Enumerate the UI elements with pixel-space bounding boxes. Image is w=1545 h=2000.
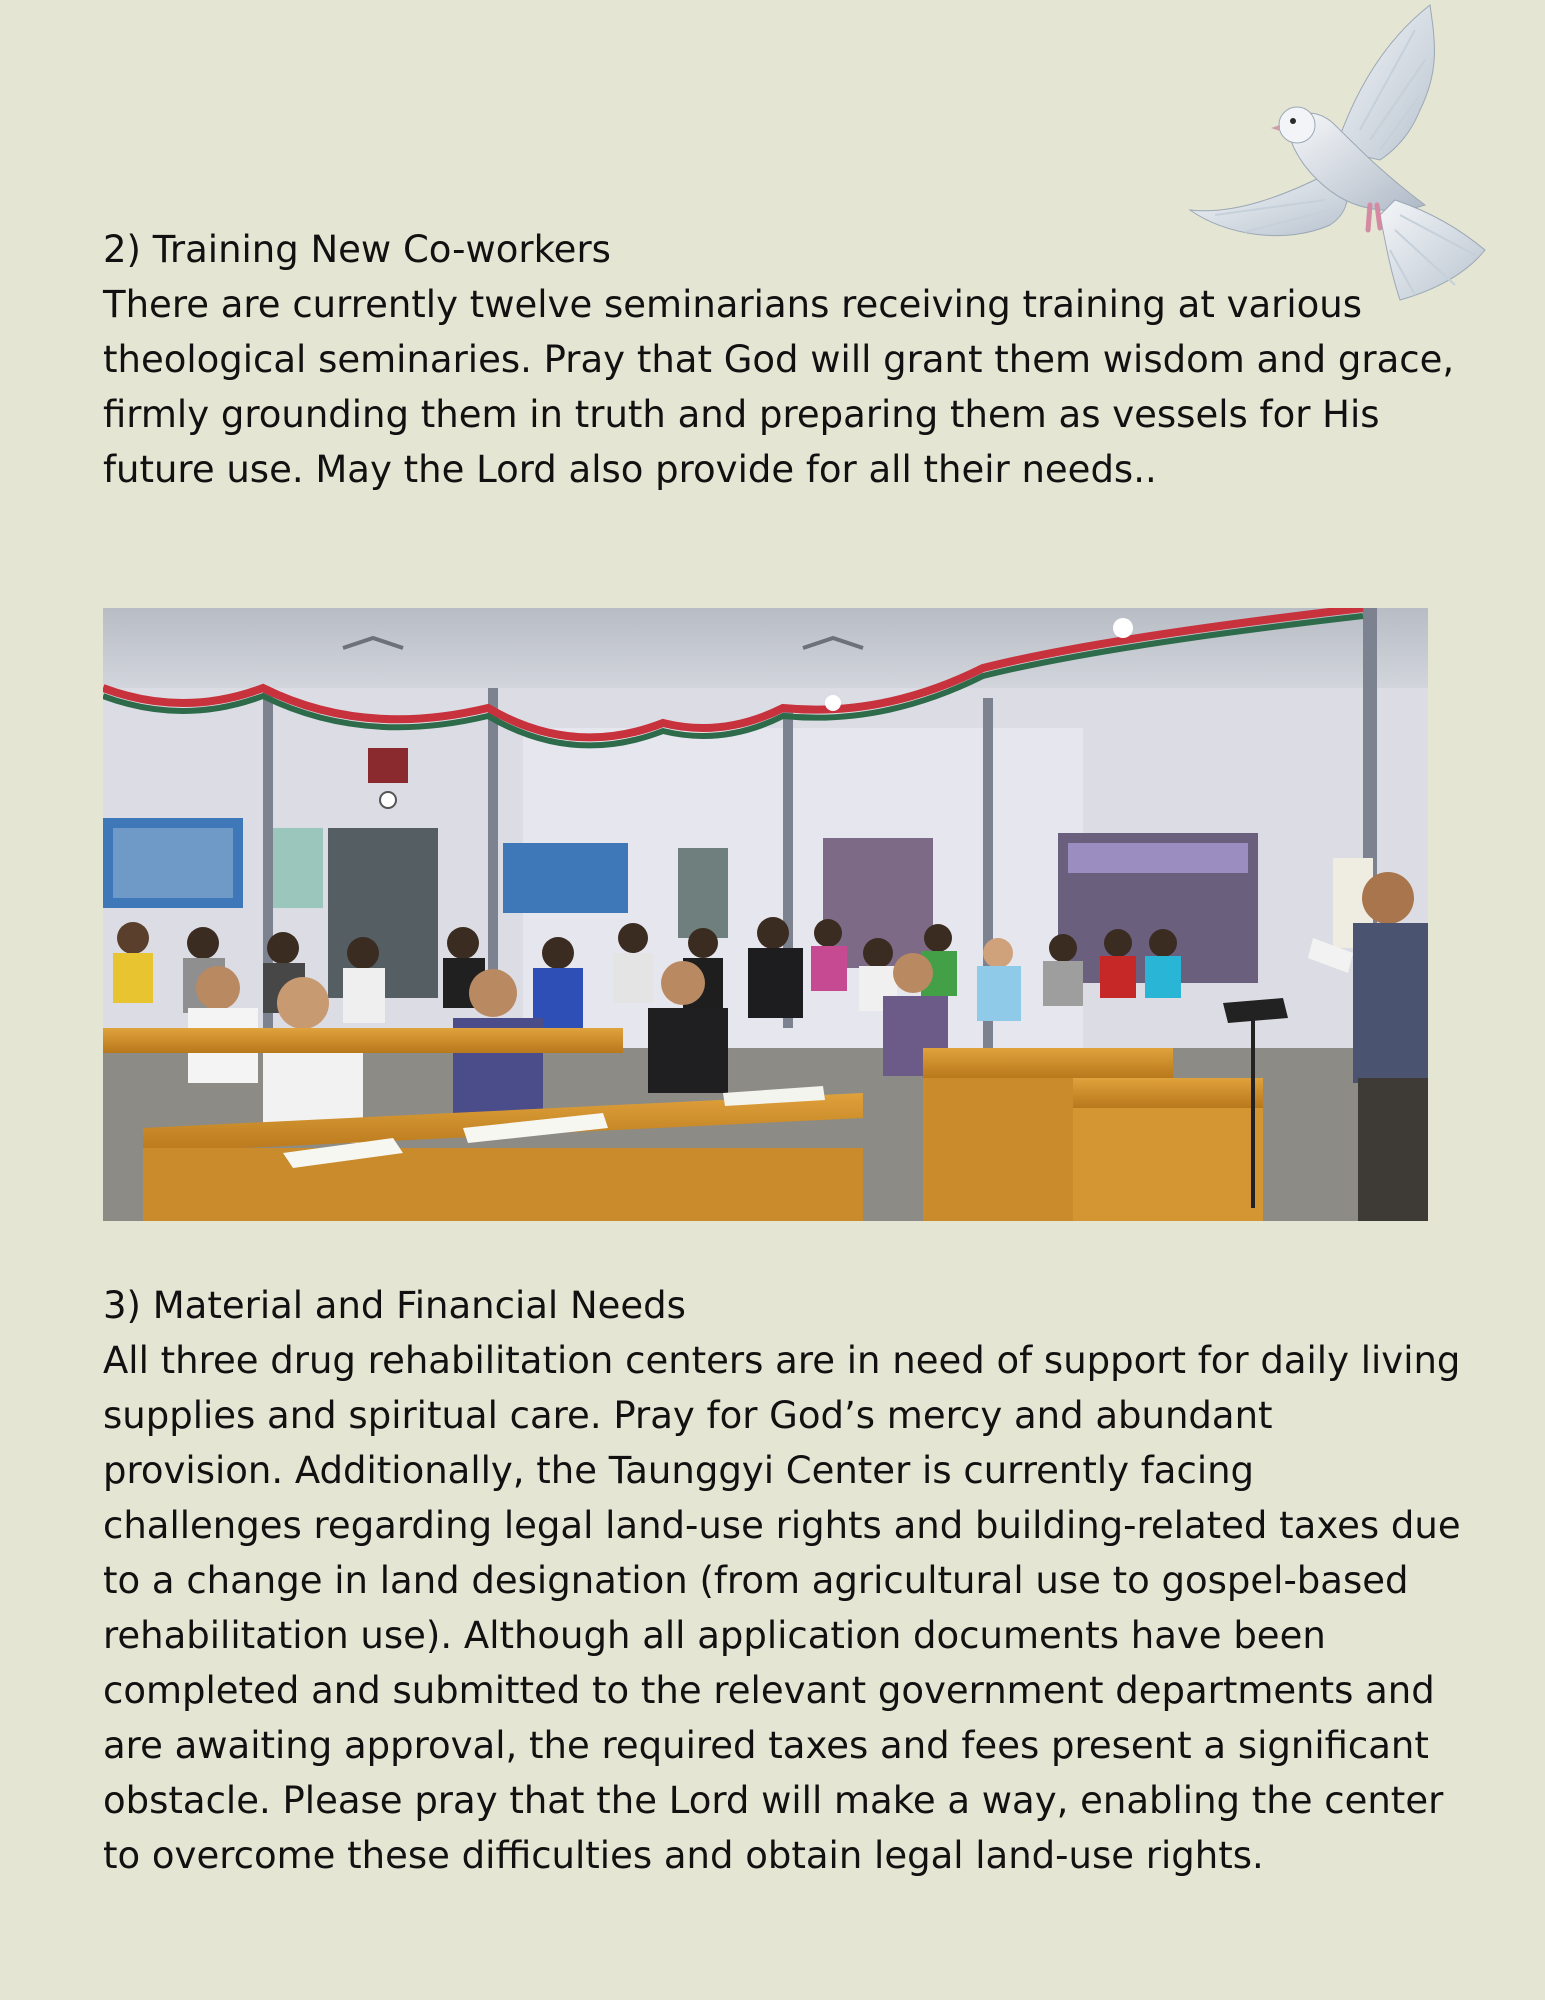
section-needs-body: All three drug rehabilitation centers are in need of support for daily living supplies and spiritual care. Pray for God’s mercy and abundant provision. Additionally, the Taunggyi Center is currently facing challenges regarding legal land-use rights and building-related taxes due to a change in land designation (from agricultural use to gospel-based rehabilitation use). Although all application documents have been completed and submitted to the relevant government departments and are awaiting approval, the required taxes and fees present a significant obstacle. Please pray that the Lord will make a way, enabling the center to overcome these difficulties and obtain legal land-use rights. [103, 1339, 1461, 1877]
section-needs-heading: 3) Material and Financial Needs [103, 1284, 686, 1327]
section-training-body: There are currently twelve seminarians receiving training at various theological seminaries. Pray that God will grant them wisdom and grace, firmly grounding them in truth and preparing them as vessels for His future use. May the Lord also provide for all their needs.. [103, 283, 1455, 491]
classroom-photo [103, 608, 1428, 1221]
section-training [103, 222, 1463, 497]
section-training-heading: 2) Training New Co-workers [103, 228, 611, 271]
section-needs [103, 1278, 1463, 1883]
